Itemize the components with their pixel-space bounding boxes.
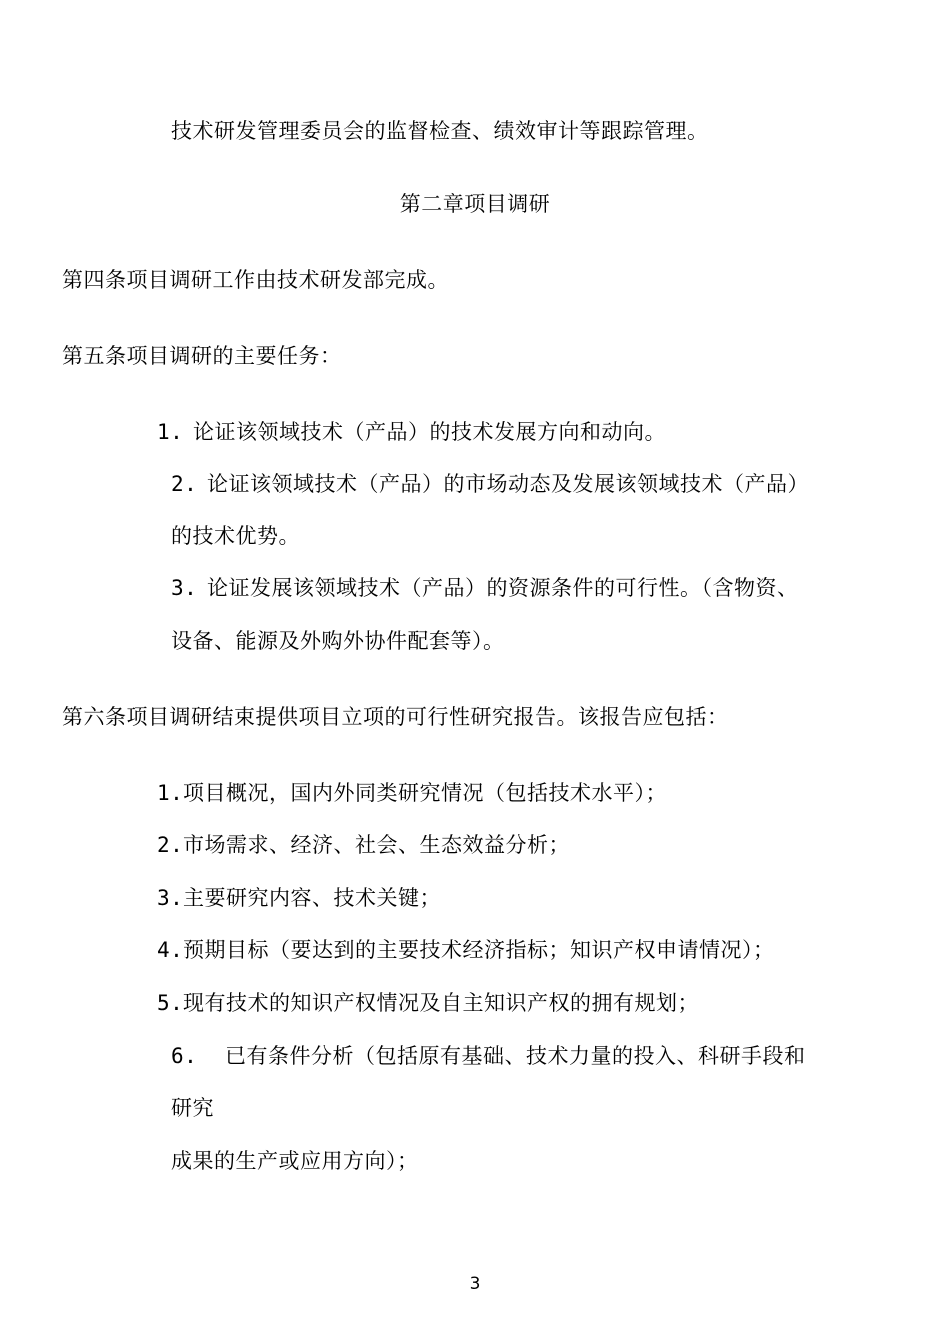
article-6-item-1 xyxy=(157,778,667,808)
item-text: 市场需求、经济、社会、生态效益分析； xyxy=(183,833,570,857)
article-6-title: 第六条项目调研结束提供项目立项的可行性研究报告。该报告应包括： xyxy=(62,705,729,729)
item-text: 论证发展该领域技术（产品）的资源条件的可行性。（含物资、 xyxy=(207,576,799,600)
article-6-item-6 xyxy=(171,1041,806,1071)
item-number: 3. xyxy=(157,886,184,910)
item-text: 预期目标（要达到的主要技术经济指标；知识产权申请情况）； xyxy=(183,938,775,962)
article-5-item-1 xyxy=(157,417,666,447)
item-text: 现有技术的知识产权情况及自主知识产权的拥有规划； xyxy=(183,991,699,1015)
article-6-item-5 xyxy=(157,988,699,1018)
article-6-item-2 xyxy=(157,830,570,860)
item-text: 已有条件分析（包括原有基础、技术力量的投入、科研手段和 xyxy=(225,1044,806,1068)
item-number: 6. xyxy=(171,1044,198,1068)
page-number: 3 xyxy=(469,1274,481,1294)
chapter-heading: 第二章项目调研 xyxy=(399,192,551,216)
continuation-paragraph: 技术研发管理委员会的监督检查、绩效审计等跟踪管理。 xyxy=(171,119,709,143)
item-number: 3. xyxy=(171,576,198,600)
item-number: 4. xyxy=(157,938,184,962)
article-4: 第四条项目调研工作由技术研发部完成。 xyxy=(62,268,449,292)
article-6-item-6-continuation-2: 成果的生产或应用方向）； xyxy=(171,1149,419,1173)
article-5-item-3 xyxy=(171,573,799,603)
item-number: 1. xyxy=(157,781,184,805)
article-5-title: 第五条项目调研的主要任务： xyxy=(62,344,342,368)
article-6-item-3 xyxy=(157,883,441,913)
item-number: 5. xyxy=(157,991,184,1015)
item-text: 论证该领域技术（产品）的技术发展方向和动向。 xyxy=(193,420,666,444)
item-number: 2. xyxy=(157,833,184,857)
article-5-item-2-continuation: 的技术优势。 xyxy=(171,524,300,548)
article-6-item-4 xyxy=(157,935,775,965)
item-text: 论证该领域技术（产品）的市场动态及发展该领域技术（产品） xyxy=(207,472,809,496)
article-5-item-2 xyxy=(171,469,809,499)
article-5-item-3-continuation: 设备、能源及外购外协件配套等）。 xyxy=(171,629,505,653)
item-number: 1. xyxy=(157,420,184,444)
item-text: 主要研究内容、技术关键； xyxy=(183,886,441,910)
item-text: 项目概况，国内外同类研究情况（包括技术水平）； xyxy=(183,781,667,805)
article-6-item-6-continuation: 研究 xyxy=(171,1096,214,1120)
item-number: 2. xyxy=(171,472,198,496)
